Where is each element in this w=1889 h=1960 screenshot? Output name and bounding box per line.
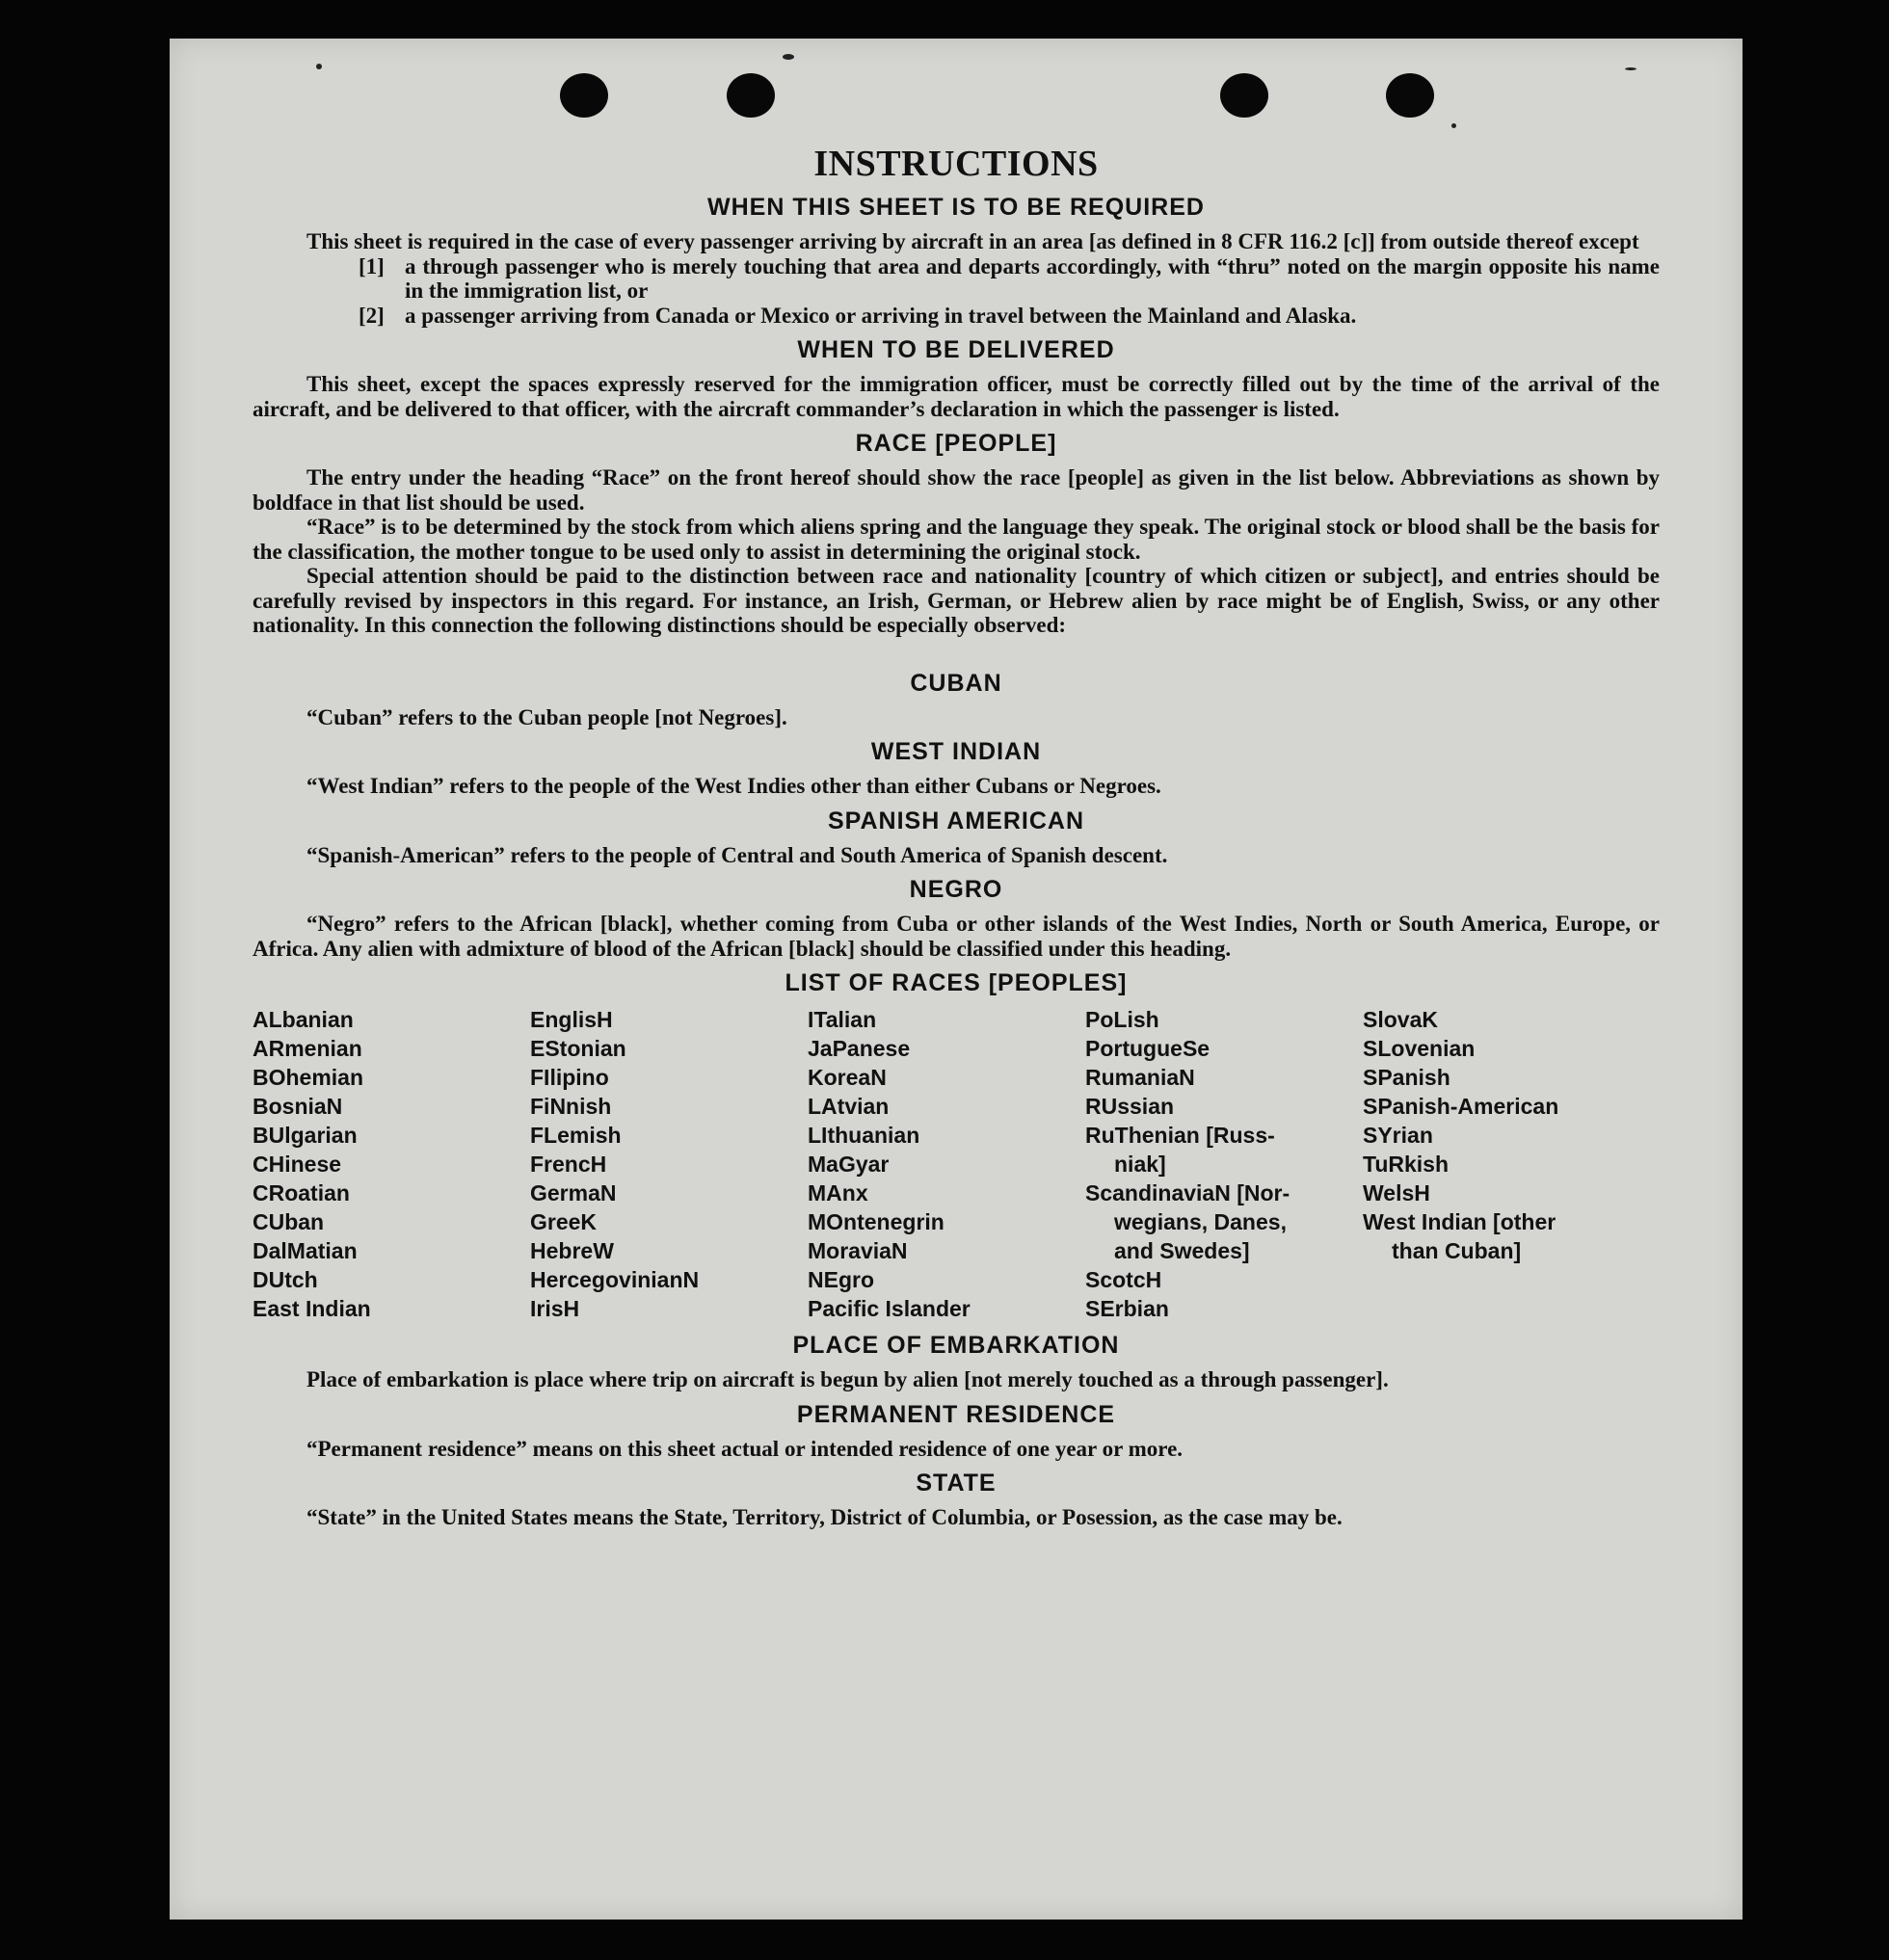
race-entry: DalMatian bbox=[253, 1238, 358, 1263]
section-heading-races-list: LIST OF RACES [PEOPLES] bbox=[785, 969, 1128, 996]
race-entry: BUlgarian bbox=[253, 1123, 358, 1148]
race-entry: FrencH bbox=[530, 1152, 607, 1177]
race-entry: EStonian bbox=[530, 1036, 626, 1061]
race-entry: HebreW bbox=[530, 1238, 614, 1263]
race-entry: RUssian bbox=[1085, 1094, 1175, 1119]
race-entry: PoLish bbox=[1085, 1007, 1159, 1032]
race-entry: CHinese bbox=[253, 1152, 342, 1177]
race-paragraph: “Race” is to be determined by the stock from which aliens spring and the language they speak. The original stock or blood shall be the basis for the classification, the mother tongue to be used only to assist in determining the original stock. bbox=[253, 515, 1660, 564]
section-heading-residence: PERMANENT RESIDENCE bbox=[796, 1400, 1116, 1428]
race-entry: GreeK bbox=[530, 1209, 598, 1234]
race-entry: wegians, Danes, bbox=[1114, 1209, 1287, 1234]
race-entry: LAtvian bbox=[808, 1094, 890, 1119]
punch-hole bbox=[560, 73, 608, 118]
race-entry: ITalian bbox=[808, 1007, 877, 1032]
races-column bbox=[253, 1005, 530, 1323]
race-entry: KoreaN bbox=[808, 1065, 887, 1090]
race-entry: MOntenegrin bbox=[808, 1209, 944, 1234]
residence-text: “Permanent residence” means on this sheet actual or intended residence of one year or more. bbox=[306, 1436, 1184, 1461]
race-entry: LIthuanian bbox=[808, 1123, 920, 1148]
paper-speck bbox=[316, 64, 322, 69]
section-heading-cuban: CUBAN bbox=[910, 669, 1002, 697]
race-entry: TuRkish bbox=[1363, 1152, 1450, 1177]
race-entry: JaPanese bbox=[808, 1036, 911, 1061]
race-entry: SYrian bbox=[1363, 1123, 1433, 1148]
cuban-text: “Cuban” refers to the Cuban people [not Negroes]. bbox=[306, 704, 787, 729]
races-column bbox=[1085, 1005, 1363, 1323]
section-heading-state: STATE bbox=[916, 1470, 997, 1496]
race-entry: NEgro bbox=[808, 1267, 874, 1292]
races-list bbox=[253, 1005, 1660, 1323]
race-entry: IrisH bbox=[530, 1296, 580, 1321]
race-entry: RuThenian [Russ- bbox=[1085, 1123, 1275, 1148]
race-entry: MaGyar bbox=[808, 1152, 890, 1177]
race-entry: WelsH bbox=[1363, 1180, 1430, 1205]
race-entry: EnglisH bbox=[530, 1007, 613, 1032]
race-entry: FiNnish bbox=[530, 1094, 612, 1119]
page-title: INSTRUCTIONS bbox=[813, 144, 1099, 184]
punch-hole bbox=[727, 73, 775, 118]
required-intro: This sheet is required in the case of every passenger arriving by aircraft in an area [as defined in 8 CFR 116.2 [c]] from outside thereof except bbox=[306, 229, 1639, 253]
race-entry: niak] bbox=[1114, 1152, 1166, 1177]
punch-hole bbox=[1386, 73, 1434, 118]
race-entry: ScotcH bbox=[1085, 1267, 1162, 1292]
paper-speck bbox=[1451, 123, 1456, 128]
race-entry: CUban bbox=[253, 1209, 325, 1234]
race-entry: than Cuban] bbox=[1392, 1238, 1522, 1263]
race-entry: BOhemian bbox=[253, 1065, 364, 1090]
race-entry: SLovenian bbox=[1363, 1036, 1476, 1061]
race-entry: ScandinaviaN [Nor- bbox=[1085, 1180, 1290, 1205]
race-entry: SlovaK bbox=[1363, 1007, 1438, 1032]
race-entry: CRoatian bbox=[253, 1180, 350, 1205]
item-number: [1] bbox=[359, 253, 385, 278]
race-entry: West Indian [other bbox=[1363, 1209, 1556, 1234]
race-entry: SPanish-American bbox=[1363, 1094, 1559, 1119]
race-entry: SPanish bbox=[1363, 1065, 1450, 1090]
embarkation-text: Place of embarkation is place where trip on aircraft is begun by alien [not merely touched as a through passenger]. bbox=[306, 1367, 1389, 1391]
races-column bbox=[530, 1005, 808, 1323]
race-entry: PortugueSe bbox=[1085, 1036, 1211, 1061]
race-entry: HercegovinianN bbox=[530, 1267, 700, 1292]
item-number: [2] bbox=[359, 303, 385, 328]
race-entry: Pacific Islander bbox=[808, 1296, 971, 1321]
race-entry: FLemish bbox=[530, 1123, 622, 1148]
section-heading-west-indian: WEST INDIAN bbox=[870, 738, 1042, 765]
punch-hole bbox=[1220, 73, 1268, 118]
item-text: a through passenger who is merely touching that area and departs accordingly, with “thru” noted on the margin opposite his name in the immigration list, or bbox=[405, 253, 1660, 303]
west-indian-text: “West Indian” refers to the people of the West Indies other than either Cubans or Negroes. bbox=[306, 774, 1161, 798]
race-entry: MAnx bbox=[808, 1180, 868, 1205]
instructions-content bbox=[253, 143, 1660, 1530]
race-paragraph: Special attention should be paid to the distinction between race and nationality [country of which citizen or subject], and entries should be carefully revised by inspectors in this regard. For instance, an Irish, German, or Hebrew alien by race might be of English, Swiss, or any other nationality. In this connection the following distinctions should be especially observed: bbox=[253, 564, 1660, 637]
section-heading-embarkation: PLACE OF EMBARKATION bbox=[792, 1332, 1120, 1359]
section-heading-delivered: WHEN TO BE DELIVERED bbox=[797, 336, 1115, 363]
list-item bbox=[359, 254, 1660, 304]
document-sheet bbox=[170, 39, 1743, 1920]
race-paragraph: The entry under the heading “Race” on the front hereof should show the race [people] as given in the list below. Abbreviations as shown by boldface in that list should be used. bbox=[253, 465, 1660, 515]
list-item bbox=[359, 304, 1660, 329]
race-entry: MoraviaN bbox=[808, 1238, 908, 1263]
section-heading-required: WHEN THIS SHEET IS TO BE REQUIRED bbox=[707, 194, 1205, 221]
race-entry: DUtch bbox=[253, 1267, 318, 1292]
race-entry: GermaN bbox=[530, 1180, 617, 1205]
races-column bbox=[1363, 1005, 1640, 1323]
item-text: a passenger arriving from Canada or Mexico or arriving in travel between the Mainland and Alaska. bbox=[405, 303, 1357, 328]
race-entry: ALbanian bbox=[253, 1007, 354, 1032]
race-entry: RumaniaN bbox=[1085, 1065, 1195, 1090]
delivered-text: This sheet, except the spaces expressly reserved for the immigration officer, must be correctly filled out by the time of the arrival of the aircraft, and be delivered to that officer, with the aircraft commander’s declaration in which the passenger is listed. bbox=[253, 372, 1660, 421]
section-heading-negro: NEGRO bbox=[909, 876, 1003, 903]
race-entry: East Indian bbox=[253, 1296, 371, 1321]
section-heading-race: RACE [PEOPLE] bbox=[855, 430, 1057, 457]
race-entry: ARmenian bbox=[253, 1036, 362, 1061]
state-text: “State” in the United States means the State, Territory, District of Columbia, or Posession, as the case may be. bbox=[306, 1505, 1343, 1529]
section-heading-spanish-american: SPANISH AMERICAN bbox=[827, 807, 1084, 834]
race-entry: and Swedes] bbox=[1114, 1238, 1250, 1263]
paper-speck bbox=[1625, 67, 1636, 70]
spanish-american-text: “Spanish-American” refers to the people of Central and South America of Spanish descent. bbox=[306, 842, 1168, 867]
races-column bbox=[808, 1005, 1085, 1323]
race-entry: FIlipino bbox=[530, 1065, 609, 1090]
paper-speck bbox=[783, 54, 794, 60]
negro-text: “Negro” refers to the African [black], whether coming from Cuba or other islands of the West Indies, North or South America, Europe, or Africa. Any alien with admixture of blood of the African [black] should be classified under this heading. bbox=[253, 912, 1660, 961]
race-entry: SErbian bbox=[1085, 1296, 1169, 1321]
race-entry: BosniaN bbox=[253, 1094, 343, 1119]
